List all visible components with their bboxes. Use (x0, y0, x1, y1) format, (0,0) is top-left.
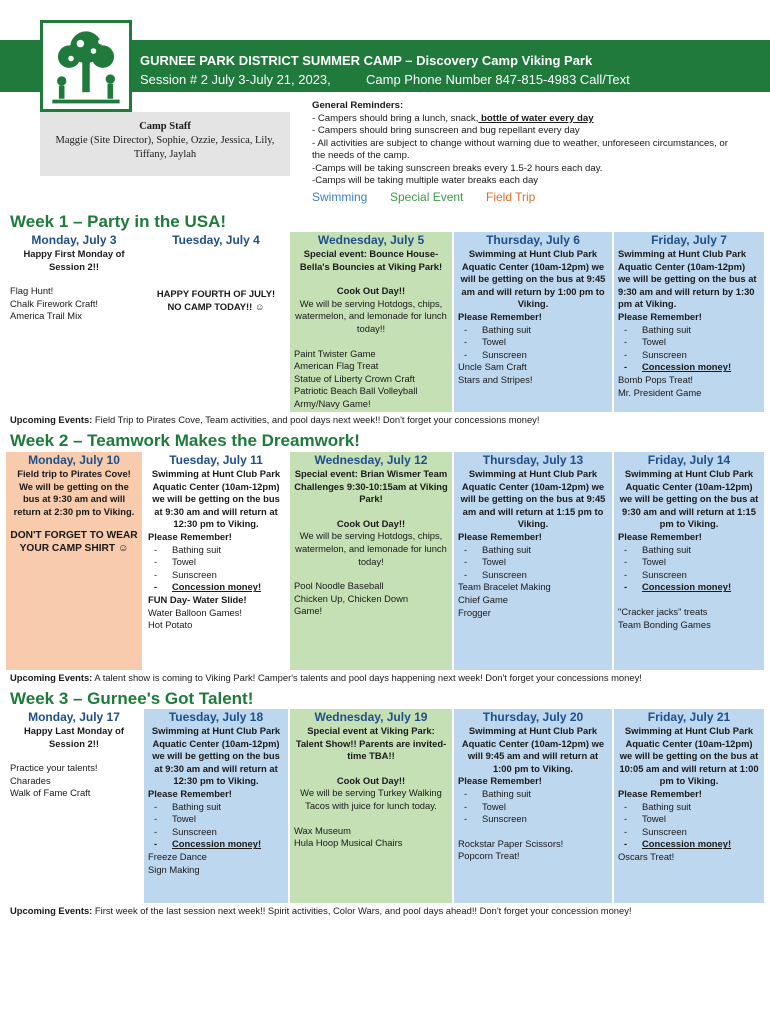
fun-day-note: FUN Day- Water Slide! (148, 593, 247, 605)
special-event: Special event: Brian Wismer Team Challenges 9:30-10:15am at Viking Park! (294, 468, 448, 505)
day-heading: Friday, July 14 (647, 453, 731, 467)
day-activities: Wax Museum Hula Hoop Musical Chairs (294, 824, 403, 849)
week1-friday (614, 232, 764, 412)
list-item: - Sunscreen (458, 813, 608, 826)
swim-info: Swimming at Hunt Club Park Aquatic Center (10am-12pm) we will be getting on the bus at 9:30 am and will return at 1:15 pm to Viking. (619, 468, 759, 530)
day-activities: Flag Hunt! Chalk Firework Craft! America Trail Mix (10, 285, 99, 322)
list-item: - Sunscreen (618, 826, 760, 839)
reminder-item: -Camps will be taking sunscreen breaks every 1.5-2 hours each day. (312, 162, 603, 174)
list-item: - Bathing suit (618, 544, 760, 557)
packing-list (458, 544, 608, 582)
week2-thursday (454, 452, 612, 670)
day-heading: Wednesday, July 5 (317, 233, 425, 247)
remember-heading: Please Remember! (458, 530, 542, 542)
remember-heading: Please Remember! (458, 775, 542, 787)
week3-monday (6, 709, 142, 903)
swim-info: Swimming at Hunt Club Park Aquatic Center (10am-12pm) we will 9:45 am and will return at 1:00 pm to Viking. (461, 725, 605, 774)
special-event: Special event: Bounce House- Bella's Bouncies at Viking Park! (299, 248, 443, 272)
week3-tuesday (144, 709, 288, 903)
camp-staff-names: Maggie (Site Director), Sophie, Ozzie, Jessica, Lily, Tiffany, Jaylah (55, 135, 275, 160)
day-activities: Pool Noodle Baseball Chicken Up, Chicken Down Game! (294, 580, 409, 617)
list-item: - Sunscreen (458, 349, 608, 362)
list-item: - Towel (148, 556, 284, 569)
field-trip-info: Field trip to Pirates Cove! We will be getting on the bus at 9:30 am and will return at 2:30 pm to Viking. (13, 468, 135, 517)
swim-info: Swimming at Hunt Club Park Aquatic Center (10am-12pm) we will be getting on the bus at 9:30 am and will return at 12:30 pm to Viking. (151, 725, 281, 787)
remember-heading: Please Remember! (148, 787, 232, 799)
day-activities: Paint Twister Game American Flag Treat Statue of Liberty Crown Craft Patriotic Beach Ball Volleyball Army/Navy Game! (294, 347, 418, 409)
camp-phone: Camp Phone Number 847-815-4983 Call/Text (366, 72, 630, 87)
day-activities: Freeze Dance Sign Making (148, 850, 207, 875)
day-activities: Bomb Pops Treat! Mr. President Game (618, 373, 702, 398)
day-activities: Team Bracelet Making Chief Game Frogger (458, 581, 551, 618)
week3-title: Week 3 – Gurnee's Got Talent! (10, 689, 254, 708)
week2-upcoming: Upcoming Events: A talent show is coming to Viking Park! Camper's talents and pool days happening next week! Don't forget your concessions money! (10, 672, 642, 683)
list-item: - Sunscreen (618, 569, 760, 582)
swim-info: Swimming at Hunt Club Park Aquatic Center (10am-12pm) we will be getting on the bus at 9:45 am and will return at 1:15 pm to Viking. (460, 468, 606, 530)
list-item: - Towel (148, 813, 284, 826)
day-note: Happy First Monday of Session 2!! (23, 248, 125, 272)
list-item: - Towel (618, 813, 760, 826)
week2-wednesday (290, 452, 452, 670)
week3-friday (614, 709, 764, 903)
day-heading: Monday, July 3 (31, 233, 117, 247)
list-item: - Towel (458, 801, 608, 814)
day-activities: Practice your talents! Charades Walk of Fame Craft (10, 762, 98, 799)
list-item: - Concession money! (618, 361, 760, 374)
legend-field-trip: Field Trip (486, 190, 536, 204)
week1-title: Week 1 – Party in the USA! (10, 212, 227, 231)
reminder-item: - All activities are subject to change without warning due to weather, unforeseen circumstances, or the needs of the camp. (312, 137, 728, 161)
day-heading: Thursday, July 13 (482, 453, 584, 467)
list-item: - Concession money! (148, 838, 284, 851)
remember-heading: Please Remember! (618, 530, 702, 542)
list-item: - Sunscreen (618, 349, 760, 362)
list-item: - Towel (458, 556, 608, 569)
list-item: - Bathing suit (458, 544, 608, 557)
day-heading: Tuesday, July 4 (172, 233, 260, 247)
remember-heading: Please Remember! (618, 310, 702, 322)
packing-list (458, 788, 608, 826)
cookout-title: Cook Out Day!! (336, 517, 406, 529)
reminder-item: -Camps will be taking multiple water breaks each day (312, 175, 539, 186)
swim-info: Swimming at Hunt Club Park Aquatic Center (10am-12pm) we will be getting on the bus at 9:30 am and will return at 12:30 pm to Viking. (151, 468, 281, 530)
list-item: - Towel (618, 556, 760, 569)
remember-heading: Please Remember! (148, 530, 232, 542)
list-item: - Concession money! (618, 838, 760, 851)
week1-wednesday (290, 232, 452, 412)
special-event: Special event at Viking Park: Talent Show!! Parents are invited- time TBA!! (295, 725, 447, 762)
remember-heading: Please Remember! (458, 310, 542, 322)
list-item: - Towel (458, 336, 608, 349)
park-district-logo (40, 20, 132, 112)
swim-info: Swimming at Hunt Club Park Aquatic Center (10am-12pm) we will be getting on the bus at 9:45 am and will return by 1:00 pm to Viking. (460, 248, 606, 310)
week2-monday (6, 452, 142, 670)
list-item: - Concession money! (148, 581, 284, 594)
swim-info: Swimming at Hunt Club Park Aquatic Center (10am-12pm) we will be getting on the bus at 9:30 am and will return by 1:30 pm at Viking. (618, 248, 757, 310)
tree-logo-icon (43, 23, 129, 109)
packing-list (618, 544, 760, 594)
day-heading: Friday, July 7 (651, 233, 727, 247)
session-dates: Session # 2 July 3-July 21, 2023, (140, 72, 331, 87)
week1-thursday (454, 232, 612, 412)
remember-heading: Please Remember! (618, 787, 702, 799)
day-heading: Friday, July 21 (647, 710, 731, 724)
week2-tuesday (144, 452, 288, 670)
day-activities: Uncle Sam Craft Stars and Stripes! (458, 361, 533, 385)
packing-list (458, 324, 608, 362)
packing-list (148, 544, 284, 594)
day-note: Happy Last Monday of Session 2!! (23, 725, 124, 749)
list-item: - Bathing suit (458, 324, 608, 337)
cookout-title: Cook Out Day!! (336, 285, 406, 297)
list-item: - Towel (618, 336, 760, 349)
general-reminders (312, 100, 732, 188)
day-heading: Wednesday, July 19 (314, 710, 428, 724)
day-heading: Wednesday, July 12 (314, 453, 428, 467)
list-item: - Bathing suit (618, 801, 760, 814)
list-item: - Bathing suit (618, 324, 760, 337)
week3-wednesday (290, 709, 452, 903)
reminders-title: General Reminders: (312, 100, 404, 111)
list-item: - Concession money! (618, 581, 760, 594)
day-activities: Rockstar Paper Scissors! Popcorn Treat! (458, 837, 564, 862)
camp-staff-title: Camp Staff (139, 121, 191, 132)
list-item: - Sunscreen (148, 826, 284, 839)
packing-list (148, 801, 284, 851)
week3-thursday (454, 709, 612, 903)
day-heading: Monday, July 17 (28, 710, 120, 724)
legend-special-event: Special Event (390, 190, 464, 204)
week1-upcoming: Upcoming Events: Field Trip to Pirates Cove, Team activities, and pool days next week!! Don't forget your concessions money! (10, 414, 540, 425)
week1-tuesday (144, 232, 288, 412)
swim-info: Swimming at Hunt Club Park Aquatic Center (10am-12pm) we will be getting on the bus at 10:05 am and will return at 1:00 pm to Viking. (619, 725, 759, 787)
list-item: - Bathing suit (458, 788, 608, 801)
packing-list (618, 801, 760, 851)
day-heading: Tuesday, July 11 (169, 453, 263, 467)
day-activities: "Cracker jacks" treats Team Bonding Games (618, 605, 711, 630)
legend-swimming: Swimming (312, 190, 368, 204)
week1-monday (6, 232, 142, 412)
camp-shirt-notice: DON'T FORGET TO WEAR YOUR CAMP SHIRT ☺ (10, 530, 138, 554)
list-item: - Sunscreen (458, 569, 608, 582)
cookout-menu: We will be serving Hotdogs, chips, watermelon, and lemonade for lunch today!! (295, 297, 447, 334)
day-heading: Monday, July 10 (28, 453, 120, 467)
week3-upcoming: Upcoming Events: First week of the last session next week!! Spirit activities, Color Wars, and pool days ahead!! Don't forget your concession money! (10, 905, 632, 916)
day-heading: Thursday, July 6 (486, 233, 580, 247)
camp-title: GURNEE PARK DISTRICT SUMMER CAMP – Discovery Camp Viking Park (140, 53, 593, 68)
list-item: - Sunscreen (148, 569, 284, 582)
cookout-menu: We will be serving Turkey Walking Tacos with juice for lunch today. (300, 787, 442, 811)
week2-title: Week 2 – Teamwork Makes the Dreamwork! (10, 431, 360, 450)
list-item: - Bathing suit (148, 801, 284, 814)
no-camp-notice: HAPPY FOURTH OF JULY! NO CAMP TODAY!! ☺ (156, 288, 276, 312)
list-item: - Bathing suit (148, 544, 284, 557)
day-heading: Tuesday, July 18 (168, 710, 264, 724)
day-heading: Thursday, July 20 (482, 710, 584, 724)
reminder-item: - Campers should bring a lunch, snack, bottle of water every day (312, 112, 594, 124)
day-activities: Water Balloon Games! Hot Potato (148, 606, 242, 631)
week2-friday (614, 452, 764, 670)
cookout-menu: We will be serving Hotdogs, chips, watermelon, and lemonade for lunch today! (295, 530, 447, 567)
reminder-item: - Campers should bring sunscreen and bug repellant every day (312, 125, 580, 136)
packing-list (618, 324, 760, 374)
day-activities: Oscars Treat! (618, 850, 675, 862)
cookout-title: Cook Out Day!! (336, 774, 406, 786)
camp-staff-box (40, 112, 290, 176)
